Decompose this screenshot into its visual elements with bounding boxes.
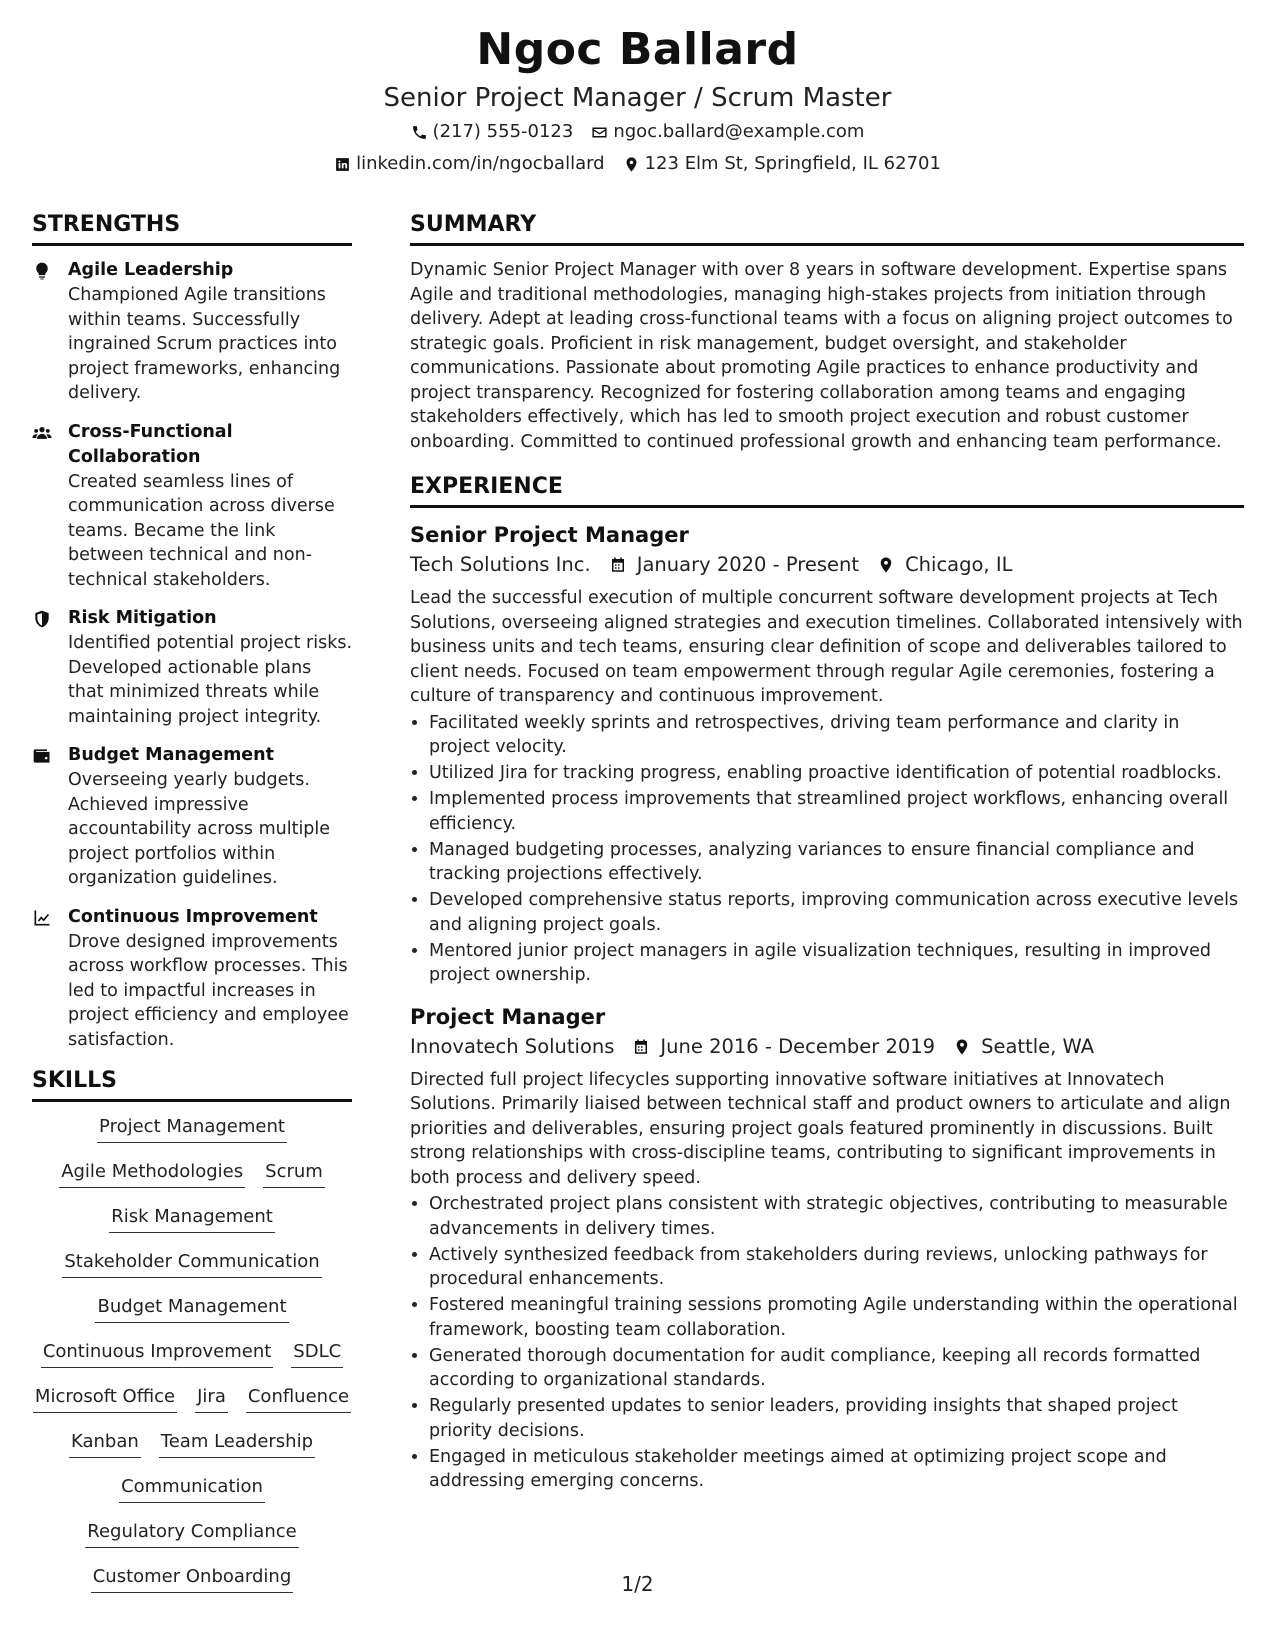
skills-list xyxy=(32,1114,352,1609)
skill-tag: Continuous Improvement xyxy=(41,1339,273,1368)
address-text: 123 Elm St, Springfield, IL 62701 xyxy=(644,153,941,174)
list-item: • Orchestrated project plans consistent with strategic objectives, contributing to measurable advancements in delivery times. xyxy=(429,1192,1244,1241)
skill-tag: Team Leadership xyxy=(159,1429,315,1458)
calendar-icon xyxy=(609,556,627,574)
skill-row xyxy=(32,1159,352,1204)
phone-contact xyxy=(411,116,574,148)
list-item: • Managed budgeting processes, analyzing variances to ensure financial compliance and tracking projections effectively. xyxy=(429,838,1244,887)
strength-item xyxy=(32,606,352,729)
page-number: 1/2 xyxy=(621,1572,654,1596)
strength-title: Cross-Functional Collaboration xyxy=(68,421,233,467)
contact-row-2 xyxy=(0,148,1275,180)
skill-tag: SDLC xyxy=(291,1339,343,1368)
strength-desc: Drove designed improvements across workflow processes. This led to impactful increases in project efficiency and employee satisfaction. xyxy=(68,931,349,1050)
list-item: • Facilitated weekly sprints and retrospectives, driving team performance and clarity in project velocity. xyxy=(429,711,1244,760)
skill-tag: Agile Methodologies xyxy=(59,1159,245,1188)
strength-desc: Championed Agile transitions within teams. Successfully ingrained Scrum practices into project frameworks, enhancing delivery. xyxy=(68,285,341,403)
contact-row-1 xyxy=(0,116,1275,148)
skill-tag: Regulatory Compliance xyxy=(85,1519,298,1548)
skill-row xyxy=(32,1429,352,1474)
skill-row xyxy=(32,1114,352,1159)
chart-line-icon xyxy=(32,908,52,928)
skill-row xyxy=(32,1474,352,1519)
strength-title: Continuous Improvement xyxy=(68,906,318,927)
skill-tag: Kanban xyxy=(69,1429,141,1458)
skills-heading: SKILLS xyxy=(32,1066,352,1102)
strength-item xyxy=(32,420,352,593)
skill-row xyxy=(32,1249,352,1294)
job-location: Seattle, WA xyxy=(981,1034,1095,1058)
list-item: • Developed comprehensive status reports, improving communication across executive levels and aligning project goals. xyxy=(429,888,1244,937)
skill-tag: Communication xyxy=(119,1474,265,1503)
skill-tag: Stakeholder Communication xyxy=(62,1249,321,1278)
skill-row xyxy=(32,1339,352,1384)
list-item: • Generated thorough documentation for audit compliance, keeping all records formatted according to organizational standards. xyxy=(429,1344,1244,1393)
email-text[interactable]: ngoc.ballard@example.com xyxy=(613,121,865,142)
job-dates: June 2016 - December 2019 xyxy=(660,1034,936,1058)
summary-text: Dynamic Senior Project Manager with over 8 years in software development. Expertise spans Agile and traditional methodologies, managing high-stakes projects from initiation through delivery. Adept at leading cross-functional teams with a focus on aligning project outcomes to strategic goals. Proficient in risk management, budget oversight, and stakeholder communications. Passionate about promoting Agile practices to enhance productivity and project transparency. Recognized for fostering collaboration among teams and engaging stakeholders effectively, which has led to smooth project execution and robust customer onboarding. Committed to continued professional growth and enhancing team performance. xyxy=(410,260,1233,452)
linkedin-icon xyxy=(334,156,351,173)
candidate-title: Senior Project Manager / Scrum Master xyxy=(383,83,892,113)
list-item: • Implemented process improvements that streamlined project workflows, enhancing overall efficiency. xyxy=(429,787,1244,836)
list-item: • Fostered meaningful training sessions promoting Agile understanding within the operational framework, boosting team collaboration. xyxy=(429,1293,1244,1342)
list-item: • Mentored junior project managers in agile visualization techniques, resulting in improved project ownership. xyxy=(429,939,1244,988)
job-title: Senior Project Manager xyxy=(410,523,689,547)
map-pin-icon xyxy=(877,556,895,574)
list-item: • Utilized Jira for tracking progress, enabling proactive identification of potential roadblocks. xyxy=(429,761,1244,786)
job-meta xyxy=(410,1032,1244,1062)
candidate-name: Ngoc Ballard xyxy=(476,24,799,75)
job-company: Tech Solutions Inc. xyxy=(410,553,591,576)
skill-row xyxy=(32,1384,352,1429)
job-description: Lead the successful execution of multiple concurrent software development projects at Tech Solutions, overseeing aligned strategies and execution timelines. Collaborated intensively with business units and tech teams, ensuring clear definition of scope and deliverables tailored to client needs. Focused on team empowerment through regular Agile ceremonies, fostering a culture of transparency and continuous improvement. xyxy=(410,588,1243,706)
job-location: Chicago, IL xyxy=(905,553,1013,576)
skill-tag: Project Management xyxy=(97,1114,287,1143)
envelope-icon xyxy=(591,124,608,141)
resume-header xyxy=(0,22,1275,180)
job-bullets xyxy=(410,1192,1244,1494)
skill-tag: Risk Management xyxy=(109,1204,275,1233)
job-entry xyxy=(410,1002,1244,1494)
job-bullets xyxy=(410,711,1244,988)
summary-heading: SUMMARY xyxy=(410,210,1244,246)
wallet-icon xyxy=(32,746,52,766)
skill-tag: Microsoft Office xyxy=(33,1384,177,1413)
job-meta xyxy=(410,550,1244,580)
skill-tag: Customer Onboarding xyxy=(91,1564,294,1593)
skill-row xyxy=(32,1204,352,1249)
skill-row xyxy=(32,1519,352,1564)
strength-desc: Identified potential project risks. Developed actionable plans that minimized threats while maintaining project integrity. xyxy=(68,633,353,727)
strength-title: Risk Mitigation xyxy=(68,608,217,628)
strength-title: Agile Leadership xyxy=(68,260,234,280)
strength-item xyxy=(32,743,352,891)
linkedin-text[interactable]: linkedin.com/in/ngocballard xyxy=(356,153,605,174)
email-contact[interactable] xyxy=(591,116,864,148)
job-description: Directed full project lifecycles supporting innovative software initiatives at Innovatech Solutions. Primarily liaised between technical staff and product owners to articulate and align priorities and deliverables, ensuring project goals featured prominently in discussions. Built strong relationships with cross-discipline teams, contributing to significant improvements in both process and delivery speed. xyxy=(410,1069,1231,1188)
job-dates: January 2020 - Present xyxy=(636,553,860,576)
list-item: • Regularly presented updates to senior leaders, providing insights that shaped project priority decisions. xyxy=(429,1394,1244,1443)
experience-heading: EXPERIENCE xyxy=(410,472,1244,508)
users-icon xyxy=(32,423,52,443)
strength-desc: Overseeing yearly budgets. Achieved impressive accountability across multiple project portfolios within organization guidelines. xyxy=(68,770,331,888)
phone-icon xyxy=(411,124,428,141)
strength-item xyxy=(32,905,352,1053)
phone-text: (217) 555-0123 xyxy=(432,121,574,142)
strength-item xyxy=(32,258,352,406)
list-item: • Engaged in meticulous stakeholder meetings aimed at optimizing project scope and addressing emerging concerns. xyxy=(429,1445,1244,1494)
strength-desc: Created seamless lines of communication across diverse teams. Became the link between technical and non-technical stakeholders. xyxy=(68,471,335,590)
skill-tag: Budget Management xyxy=(95,1294,288,1323)
list-item: • Actively synthesized feedback from stakeholders during reviews, unlocking pathways for procedural enhancements. xyxy=(429,1243,1244,1292)
strengths-heading: STRENGTHS xyxy=(32,210,352,246)
strength-title: Budget Management xyxy=(68,745,274,765)
skill-tag: Jira xyxy=(195,1384,228,1413)
job-title: Project Manager xyxy=(410,1004,606,1029)
map-pin-icon xyxy=(953,1038,971,1056)
map-pin-icon xyxy=(623,156,640,173)
skill-tag: Scrum xyxy=(263,1159,325,1188)
calendar-icon xyxy=(632,1038,650,1056)
job-company: Innovatech Solutions xyxy=(410,1034,615,1058)
address-contact xyxy=(623,148,941,180)
skill-tag: Confluence xyxy=(246,1384,351,1413)
right-column xyxy=(410,210,1244,1508)
left-column xyxy=(32,210,352,1609)
linkedin-contact[interactable] xyxy=(334,148,605,180)
shield-icon xyxy=(32,609,52,629)
job-entry xyxy=(410,520,1244,988)
lightbulb-icon xyxy=(32,261,52,281)
skill-row xyxy=(32,1294,352,1339)
